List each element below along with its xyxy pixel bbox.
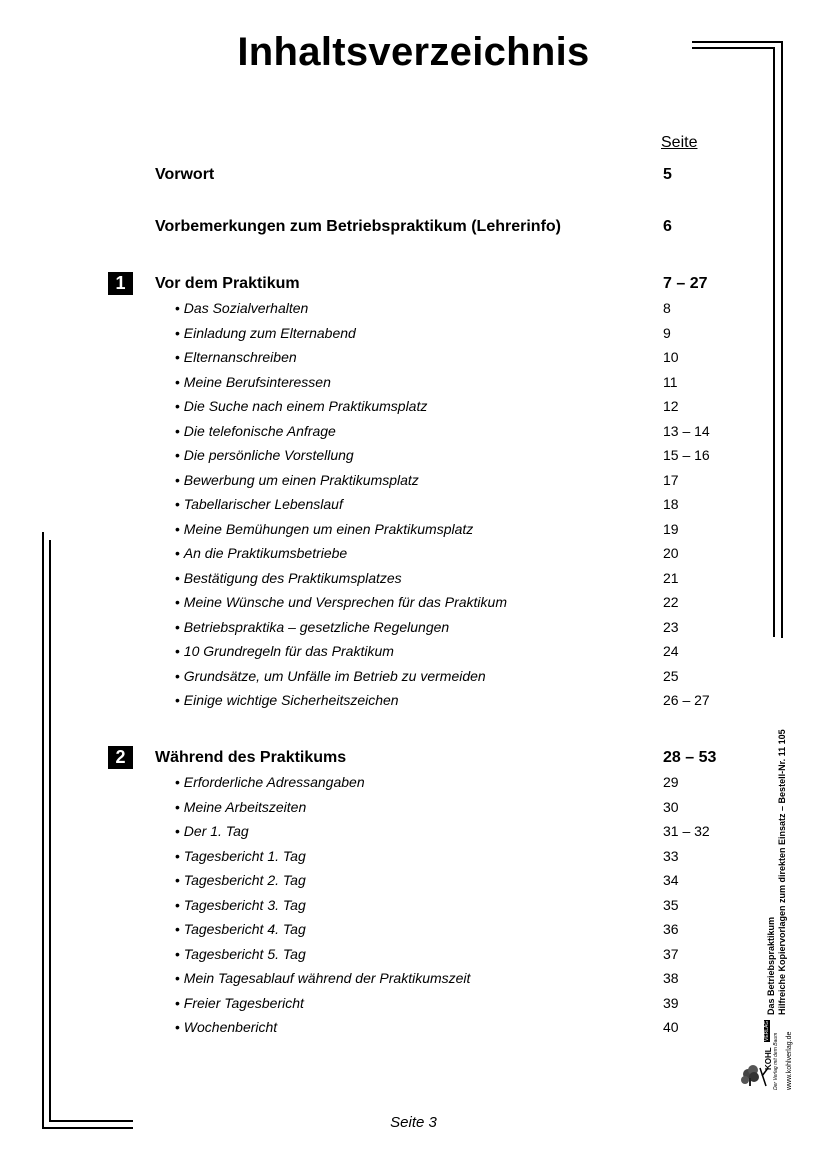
toc-label-text: Bewerbung um einen Praktikumsplatz [183, 471, 419, 488]
toc-item [0, 423, 827, 445]
toc-item [0, 995, 827, 1017]
toc-label [175, 872, 306, 888]
toc-item [0, 545, 827, 567]
side-text-line-1: Das Betriebspraktikum [766, 916, 776, 1015]
toc-label-text: Tabellarischer Lebenslauf [183, 496, 343, 512]
bullet-icon: • [175, 847, 184, 864]
toc-label-text: Vor dem Praktikum [155, 275, 300, 292]
frame-right-outer [781, 41, 783, 638]
toc-item [0, 946, 827, 968]
toc-label-text: Freier Tagesbericht [183, 994, 304, 1011]
toc-page-number: 6 [663, 218, 672, 235]
toc-page-number: 30 [663, 798, 679, 815]
toc-label [175, 823, 249, 839]
frame-right-inner [773, 47, 775, 637]
frame-left-inner [49, 540, 51, 1122]
bullet-icon: • [175, 398, 184, 414]
logo-brand-name: KOHL [764, 1047, 773, 1070]
toc-item [0, 643, 827, 665]
toc-label [175, 970, 470, 986]
toc-item [0, 897, 827, 919]
toc-label-text: Tagesbericht 3. Tag [183, 896, 306, 913]
toc-section [0, 166, 827, 188]
toc-item [0, 823, 827, 845]
toc-label-text: Wochenbericht [183, 1019, 278, 1035]
toc-label [175, 799, 306, 815]
toc-label [155, 166, 214, 184]
toc-label-text: Vorwort [155, 166, 215, 183]
page-title: Inhaltsverzeichnis [237, 30, 590, 74]
toc-label [175, 398, 427, 414]
toc-page-number: 11 [663, 373, 678, 390]
toc-item [0, 398, 827, 420]
toc-label [155, 275, 300, 293]
side-publication-info [766, 729, 788, 1015]
bullet-icon: • [175, 774, 184, 790]
toc-label [175, 374, 331, 390]
toc-label-text: Während des Praktikums [155, 749, 347, 766]
toc-label [175, 545, 347, 561]
section-number-badge: 2 [108, 746, 133, 769]
toc-label-text: Tagesbericht 4. Tag [183, 921, 306, 937]
bullet-icon: • [175, 471, 184, 488]
toc-page-number: 34 [663, 872, 679, 888]
toc-label [175, 594, 507, 610]
bullet-icon: • [175, 618, 184, 635]
toc-page-number: 9 [663, 324, 671, 341]
toc-item [0, 619, 827, 641]
toc-page-number: 31 – 32 [663, 823, 710, 839]
toc-label-text: Einige wichtige Sicherheitszeichen [183, 692, 399, 708]
toc-page-number: 7 – 27 [663, 275, 708, 292]
toc-label [175, 643, 394, 659]
toc-item [0, 1019, 827, 1041]
toc-label-text: 10 Grundregeln für das Praktikum [183, 643, 394, 659]
toc-page-number: 35 [663, 896, 679, 913]
toc-item [0, 325, 827, 347]
logo-badge: VERLAG [764, 1020, 770, 1041]
bullet-icon: • [175, 373, 184, 390]
publisher-url: www.kohlverlag.de [786, 1031, 793, 1090]
toc-label-text: Tagesbericht 1. Tag [183, 847, 306, 864]
toc-item [0, 349, 827, 371]
logo-slogan: Der Verlag mit dem Baum [773, 1032, 779, 1090]
toc-label-text: Einladung zum Elternabend [183, 324, 356, 341]
toc-label-text: Tagesbericht 5. Tag [183, 945, 306, 962]
toc-page-number: 18 [663, 496, 679, 512]
toc-page-number: 28 – 53 [663, 749, 717, 766]
bullet-icon: • [175, 520, 184, 537]
toc-item [0, 570, 827, 592]
frame-bottom-inner [49, 1120, 133, 1122]
toc-label [175, 995, 304, 1011]
bullet-icon: • [175, 569, 184, 586]
toc-label-text: Erforderliche Adressangaben [183, 774, 365, 790]
toc-label-text: Meine Arbeitszeiten [183, 798, 307, 815]
toc-label-text: Der 1. Tag [183, 823, 249, 839]
toc-page-number: 15 – 16 [663, 447, 710, 463]
toc-page-number: 38 [663, 970, 679, 986]
toc-label [175, 921, 306, 937]
bullet-icon: • [175, 545, 184, 561]
bullet-icon: • [175, 349, 184, 365]
toc-label [175, 570, 402, 586]
toc-item [0, 594, 827, 616]
toc-label-text: Mein Tagesablauf während der Praktikumszeit [183, 970, 471, 986]
toc-label [175, 300, 308, 316]
toc-section [0, 275, 827, 297]
toc-label [175, 774, 365, 790]
bullet-icon: • [175, 594, 184, 610]
toc-page-number: 19 [663, 520, 679, 537]
toc-page-number: 40 [663, 1019, 679, 1035]
toc-section [0, 218, 827, 240]
toc-item [0, 472, 827, 494]
toc-page-number: 39 [663, 994, 679, 1011]
toc-label-text: Betriebspraktika – gesetzliche Regelungen [183, 618, 450, 635]
bullet-icon: • [175, 324, 184, 341]
toc-label [175, 692, 399, 708]
toc-page-number: 26 – 27 [663, 692, 710, 708]
toc-label-text: Elternanschreiben [183, 349, 297, 365]
toc-item [0, 872, 827, 894]
toc-page-number: 10 [663, 349, 679, 365]
frame-left-outer [42, 532, 44, 1129]
toc-item [0, 496, 827, 518]
toc-page-number: 21 [663, 569, 679, 586]
toc-label-text: Bestätigung des Praktikumsplatzes [183, 569, 402, 586]
toc-item [0, 668, 827, 690]
toc-page-number: 13 – 14 [663, 422, 710, 439]
toc-page-number: 36 [663, 921, 679, 937]
toc-page-number: 25 [663, 667, 679, 684]
bullet-icon: • [175, 643, 184, 659]
toc-label-text: Die telefonische Anfrage [183, 422, 336, 439]
toc-item [0, 970, 827, 992]
toc-label-text: Die Suche nach einem Praktikumsplatz [183, 398, 428, 414]
toc-item [0, 774, 827, 796]
bullet-icon: • [175, 1019, 184, 1035]
toc-label [175, 423, 336, 439]
toc-label [175, 349, 297, 365]
toc-item [0, 921, 827, 943]
toc-label-text: Meine Berufsinteressen [183, 373, 331, 390]
toc-label-text: Die persönliche Vorstellung [183, 447, 354, 463]
page-footer: Seite 3 [390, 1114, 437, 1131]
bullet-icon: • [175, 994, 184, 1011]
toc-label-text: An die Praktikumsbetriebe [183, 545, 348, 561]
toc-label [175, 472, 419, 488]
toc-page-number: 20 [663, 545, 679, 561]
bullet-icon: • [175, 921, 184, 937]
publisher-logo [740, 1020, 790, 1090]
toc-item [0, 374, 827, 396]
toc-page-number: 29 [663, 774, 679, 790]
frame-top-outer [692, 41, 783, 43]
toc-label [175, 668, 486, 684]
toc-label [175, 619, 449, 635]
toc-page-number: 17 [663, 471, 679, 488]
toc-page-number: 23 [663, 618, 679, 635]
toc-label [175, 848, 306, 864]
toc-label-text: Vorbemerkungen zum Betriebspraktikum (Lehrerinfo) [155, 218, 561, 235]
toc-label [175, 325, 356, 341]
bullet-icon: • [175, 798, 184, 815]
toc-item [0, 799, 827, 821]
toc-item [0, 447, 827, 469]
toc-page-number: 22 [663, 594, 679, 610]
toc-label-text: Meine Bemühungen um einen Praktikumsplatz [183, 520, 474, 537]
toc-page-number: 5 [663, 166, 672, 183]
toc-label [175, 496, 343, 512]
bullet-icon: • [175, 823, 184, 839]
bullet-icon: • [175, 300, 184, 316]
bullet-icon: • [175, 970, 184, 986]
frame-bottom-outer [42, 1127, 133, 1129]
bullet-icon: • [175, 422, 184, 439]
toc-label-text: Meine Wünsche und Versprechen für das Praktikum [183, 594, 507, 610]
toc-label [175, 521, 473, 537]
toc-label [175, 897, 306, 913]
bullet-icon: • [175, 945, 184, 962]
toc-section [0, 749, 827, 771]
toc-label [155, 749, 346, 767]
toc-label-text: Grundsätze, um Unfälle im Betrieb zu vermeiden [183, 667, 486, 684]
toc-label [175, 447, 354, 463]
bullet-icon: • [175, 496, 184, 512]
bullet-icon: • [175, 872, 184, 888]
side-text-line-2: Hilfreiche Kopiervorlagen zum direkten Einsatz – Bestell-Nr. 11 105 [777, 729, 787, 1015]
bullet-icon: • [175, 447, 184, 463]
toc-item [0, 692, 827, 714]
toc-label [155, 218, 561, 236]
bullet-icon: • [175, 667, 184, 684]
section-number-badge: 1 [108, 272, 133, 295]
toc-item [0, 300, 827, 322]
toc-label [175, 946, 306, 962]
toc-page-number: 24 [663, 643, 679, 659]
toc-item [0, 848, 827, 870]
toc-label-text: Das Sozialverhalten [183, 300, 309, 316]
toc-label-text: Tagesbericht 2. Tag [183, 872, 306, 888]
toc-item [0, 521, 827, 543]
frame-top-inner [692, 47, 774, 49]
bullet-icon: • [175, 896, 184, 913]
toc-page-number: 37 [663, 945, 679, 962]
toc-page-number: 33 [663, 847, 679, 864]
toc-label [175, 1019, 277, 1035]
toc-page-number: 8 [663, 300, 671, 316]
seite-column-header: Seite [661, 134, 698, 151]
toc-page-number: 12 [663, 398, 679, 414]
bullet-icon: • [175, 692, 184, 708]
